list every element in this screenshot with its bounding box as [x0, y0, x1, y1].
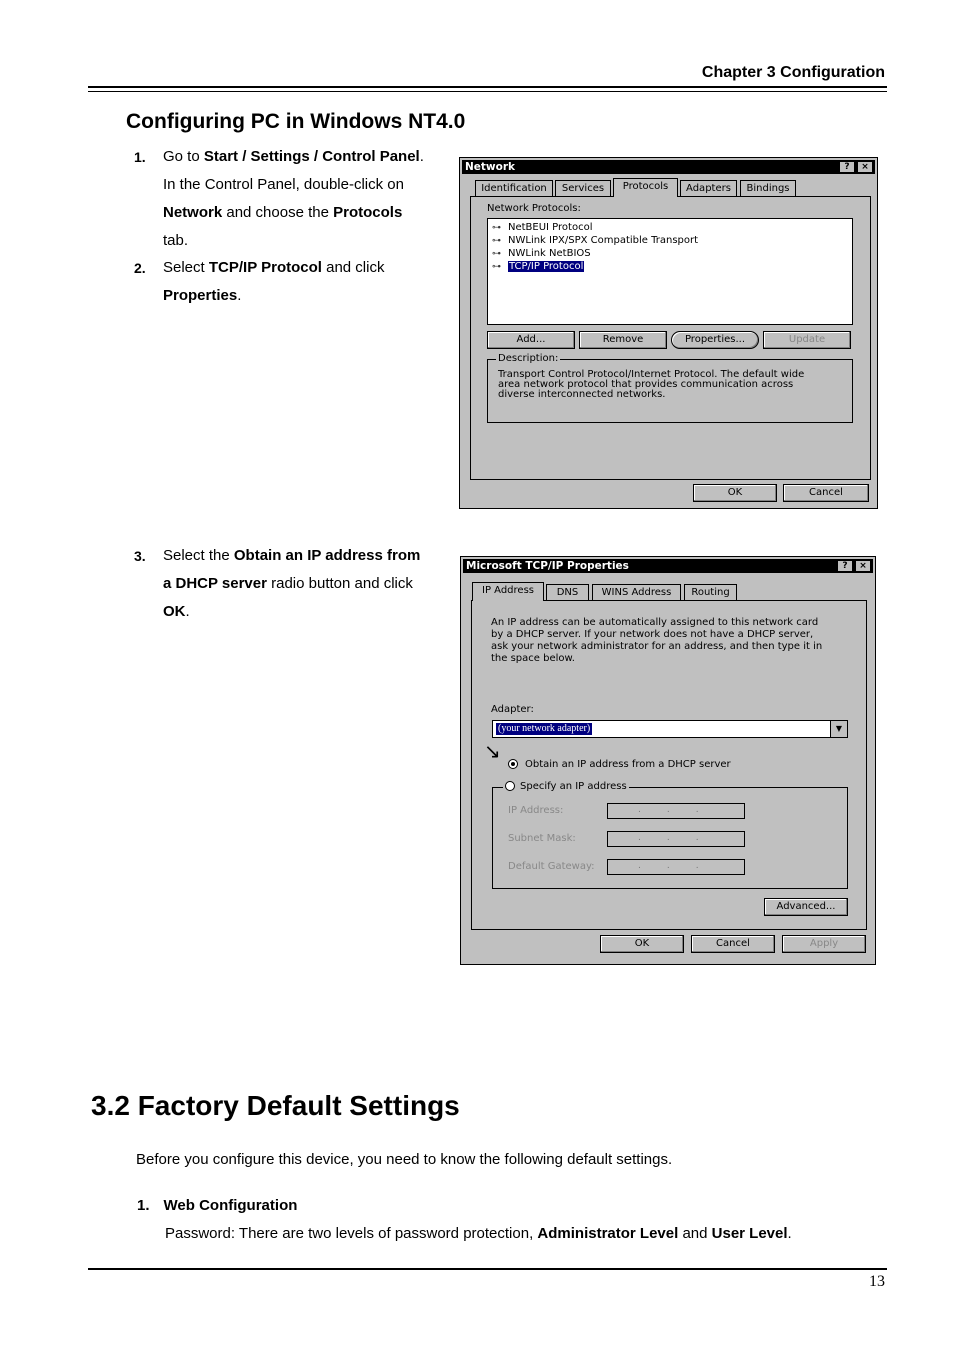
tab-routing[interactable]: Routing	[684, 584, 737, 600]
step-number: 2.	[134, 260, 146, 276]
text-run: Go to	[163, 148, 204, 165]
item-title: Web Configuration	[163, 1197, 298, 1214]
bold-text: Network	[163, 204, 223, 221]
text-run: Select the	[163, 547, 234, 564]
specify-ip-groupbox	[492, 781, 848, 889]
description-label: Description:	[498, 353, 559, 364]
network-protocol-icon: ⊶	[492, 249, 501, 259]
intro-line: An IP address can be automatically assigned to this network card	[491, 617, 819, 628]
network-protocol-icon: ⊶	[492, 262, 501, 272]
ok-button[interactable]: OK	[600, 935, 684, 953]
ip-address-label: IP Address:	[508, 805, 564, 816]
header-rule-thin	[88, 91, 887, 92]
network-dialog	[459, 157, 878, 509]
cancel-button[interactable]: Cancel	[783, 484, 869, 502]
bold-text: User Level	[711, 1225, 788, 1242]
web-config-heading	[137, 1197, 297, 1214]
tcpip-dialog	[460, 556, 876, 965]
help-button[interactable]: ?	[837, 560, 853, 572]
tab-protocols[interactable]: Protocols	[613, 178, 678, 197]
page-number: 13	[869, 1273, 885, 1290]
close-button[interactable]: ×	[855, 560, 871, 572]
text-run: and	[678, 1225, 712, 1242]
tab-bindings[interactable]: Bindings	[740, 180, 796, 196]
intro-line: the space below.	[491, 653, 575, 664]
bold-text: Obtain an IP address from a DHCP server	[163, 547, 421, 592]
apply-button[interactable]: Apply	[782, 935, 866, 953]
header-rule	[88, 86, 887, 88]
step-2	[134, 254, 434, 310]
ip-address-field[interactable]: ...	[607, 803, 745, 819]
section-title: Configuring PC in Windows NT4.0	[126, 110, 466, 133]
adapter-label: Adapter:	[491, 704, 534, 715]
dhcp-radio[interactable]	[508, 759, 518, 769]
specify-radio[interactable]	[505, 781, 515, 791]
step-number: 3.	[134, 548, 146, 564]
text-run: tab.	[163, 232, 189, 249]
text-run: .	[185, 603, 190, 620]
adapter-select-value: (your network adapter)	[498, 723, 591, 734]
network-dialog-titlebar	[462, 160, 875, 174]
list-item[interactable]	[492, 221, 592, 234]
text-run: radio button and click	[266, 575, 413, 592]
pointer-arrow-icon: ↘	[484, 739, 501, 763]
text-run: Select	[163, 259, 209, 276]
text-run: .	[237, 287, 242, 304]
item-number: 1.	[137, 1197, 150, 1214]
network-protocol-icon: ⊶	[492, 236, 501, 246]
update-button[interactable]: Update	[763, 331, 851, 349]
tcpip-dialog-title: Microsoft TCP/IP Properties	[466, 560, 629, 572]
description-line: Transport Control Protocol/Internet Protocol. The default wide	[498, 369, 805, 380]
list-item-label: TCP/IP Protocol	[509, 261, 584, 272]
close-button[interactable]: ×	[857, 161, 873, 173]
list-item-selected[interactable]	[492, 260, 584, 273]
intro-line: by a DHCP server. If your network does not have a DHCP server,	[491, 629, 814, 640]
factory-section-title: 3.2 Factory Default Settings	[91, 1090, 460, 1121]
specify-radio-label[interactable]: Specify an IP address	[520, 781, 627, 792]
adapter-select[interactable]	[492, 720, 848, 738]
add-button[interactable]: Add...	[487, 331, 575, 349]
subnet-mask-label: Subnet Mask:	[508, 833, 576, 844]
advanced-button[interactable]: Advanced...	[764, 898, 848, 916]
ip-address-panel	[471, 600, 867, 930]
tab-services[interactable]: Services	[555, 180, 611, 196]
text-run: and choose the	[222, 204, 334, 221]
tab-ip-address[interactable]: IP Address	[472, 582, 544, 601]
bold-text: TCP/IP Protocol	[208, 259, 322, 276]
text-run: Password: There are two levels of password protection,	[165, 1225, 538, 1242]
list-item-label: NetBEUI Protocol	[508, 222, 593, 233]
step-3	[134, 542, 434, 626]
bold-text: Protocols	[333, 204, 403, 221]
chevron-down-icon[interactable]: ▼	[830, 721, 847, 737]
description-groupbox	[487, 353, 853, 423]
step-text	[163, 254, 425, 310]
text-run: and click	[321, 259, 385, 276]
step-number: 1.	[134, 149, 146, 165]
ok-button[interactable]: OK	[693, 484, 777, 502]
bold-text: Start / Settings / Control Panel	[203, 148, 420, 165]
bold-text: Properties	[163, 287, 238, 304]
subnet-mask-field[interactable]: ...	[607, 831, 745, 847]
tab-adapters[interactable]: Adapters	[680, 180, 737, 196]
step-text	[163, 542, 425, 626]
text-run: . In the Control Panel, double-click on	[163, 148, 424, 193]
text-run: .	[787, 1225, 792, 1242]
web-config-body	[165, 1225, 792, 1242]
specify-radio-row	[503, 781, 629, 793]
list-item[interactable]	[492, 234, 698, 247]
description-line: diverse interconnected networks.	[498, 389, 666, 400]
tab-wins-address[interactable]: WINS Address	[592, 584, 681, 600]
description-line: area network protocol that provides communication across	[498, 379, 794, 390]
bold-text: OK	[163, 603, 186, 620]
properties-button[interactable]: Properties...	[671, 331, 759, 349]
network-protocol-icon: ⊶	[492, 223, 501, 233]
remove-button[interactable]: Remove	[579, 331, 667, 349]
list-item[interactable]	[492, 247, 591, 260]
chapter-header: Chapter 3 Configuration	[701, 64, 885, 81]
step-text	[163, 143, 425, 255]
help-button[interactable]: ?	[839, 161, 855, 173]
intro-line: ask your network administrator for an address, and then type it in	[491, 641, 823, 652]
factory-intro: Before you configure this device, you need to know the following default settings.	[136, 1151, 673, 1168]
footer-rule	[88, 1268, 887, 1270]
protocols-list-label: Network Protocols:	[487, 203, 581, 214]
default-gateway-label: Default Gateway:	[508, 861, 595, 872]
list-item-label: NWLink IPX/SPX Compatible Transport	[508, 235, 699, 246]
default-gateway-field[interactable]: ...	[607, 859, 745, 875]
protocols-list[interactable]	[487, 218, 853, 325]
tab-dns[interactable]: DNS	[546, 584, 589, 600]
step-1	[134, 143, 434, 255]
dhcp-radio-label[interactable]: Obtain an IP address from a DHCP server	[525, 759, 731, 770]
cancel-button[interactable]: Cancel	[691, 935, 775, 953]
network-dialog-title: Network	[465, 161, 516, 173]
tcpip-dialog-titlebar	[463, 559, 873, 573]
tab-identification[interactable]: Identification	[475, 180, 553, 196]
bold-text: Administrator Level	[537, 1225, 679, 1242]
protocols-panel	[470, 196, 871, 480]
list-item-label: NWLink NetBIOS	[508, 248, 591, 259]
